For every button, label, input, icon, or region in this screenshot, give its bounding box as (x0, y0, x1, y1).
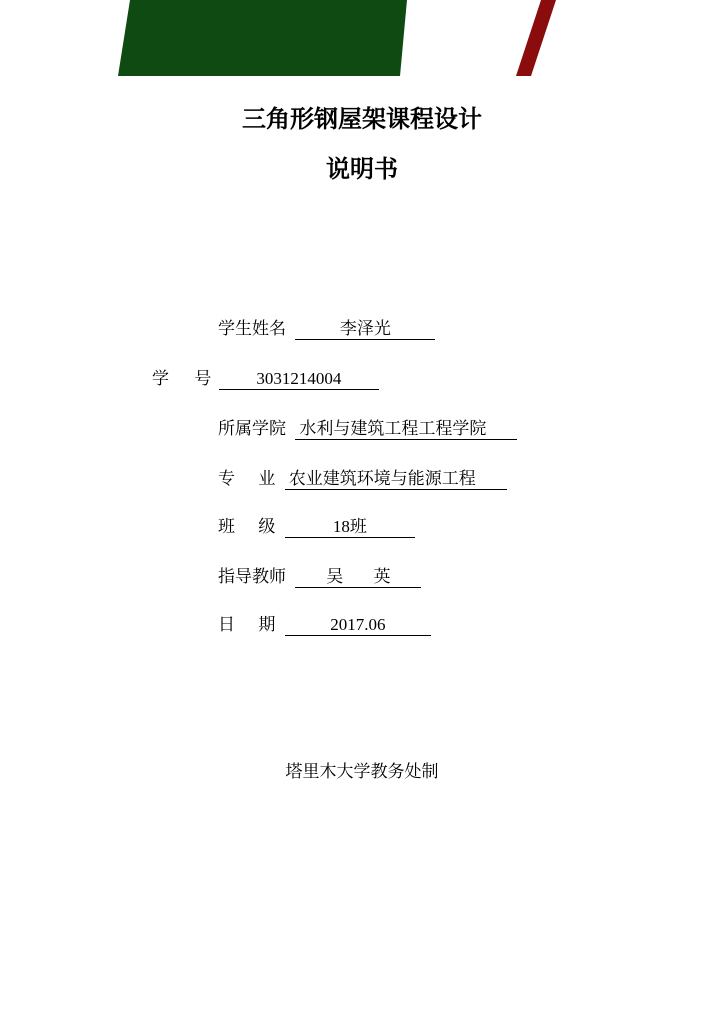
student-name-value: 李泽光 (295, 319, 435, 340)
green-banner-shape (118, 0, 407, 76)
major-value: 农业建筑环境与能源工程 (285, 469, 507, 490)
student-name-label: 学生姓名 (218, 319, 286, 339)
document-subtitle: 说明书 (326, 155, 398, 183)
major-field (218, 468, 507, 490)
student-id-value: 3031214004 (219, 369, 379, 390)
class-value: 18班 (285, 517, 415, 538)
student-name-field (218, 318, 435, 340)
major-label: 专 业 (218, 469, 276, 489)
advisor-label: 指导教师 (218, 567, 286, 587)
red-banner-stripe (516, 0, 556, 76)
student-id-label: 学 号 (152, 369, 212, 389)
student-id-field (152, 368, 379, 390)
advisor-value: 吴 英 (295, 567, 421, 588)
class-label: 班 级 (218, 517, 276, 537)
college-label: 所属学院 (218, 419, 286, 439)
date-value: 2017.06 (285, 615, 431, 636)
class-field (218, 516, 415, 538)
document-title: 三角形钢屋架课程设计 (242, 105, 482, 133)
advisor-field (218, 566, 421, 588)
college-field (218, 418, 517, 440)
cover-banner (0, 0, 724, 80)
date-label: 日 期 (218, 615, 276, 635)
issuer-footer: 塔里木大学教务处制 (285, 762, 439, 782)
date-field (218, 614, 431, 636)
college-value: 水利与建筑工程工程学院 (295, 419, 517, 440)
